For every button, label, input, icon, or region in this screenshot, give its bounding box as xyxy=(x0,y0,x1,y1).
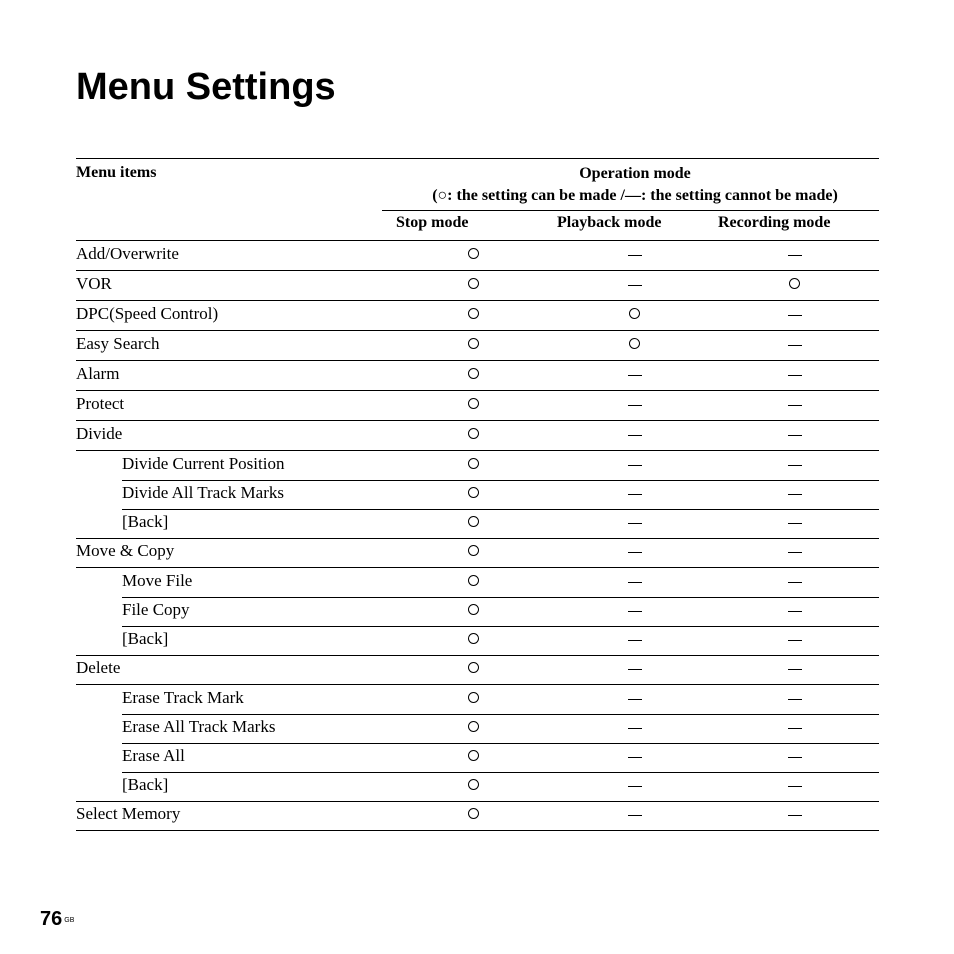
stop-mode-cell xyxy=(454,421,494,450)
stop-mode-cell xyxy=(454,391,494,420)
recording-mode-cell xyxy=(775,743,815,772)
recording-mode-cell xyxy=(775,331,815,360)
dash-icon xyxy=(628,611,642,612)
menu-item-label: Erase Track Mark xyxy=(122,688,244,707)
table-row xyxy=(76,361,879,391)
table-row xyxy=(76,480,879,509)
dash-icon xyxy=(628,757,642,758)
playback-mode-cell xyxy=(615,655,655,684)
dash-icon xyxy=(628,815,642,816)
circle-icon xyxy=(629,308,640,319)
stop-mode-cell xyxy=(454,568,494,597)
dash-icon xyxy=(788,552,802,553)
circle-icon xyxy=(789,278,800,289)
circle-icon xyxy=(629,338,640,349)
stop-mode-cell xyxy=(454,301,494,330)
dash-icon xyxy=(788,815,802,816)
menu-item-label: File Copy xyxy=(122,600,190,619)
circle-icon xyxy=(468,604,479,615)
table-row xyxy=(76,391,879,421)
playback-mode-cell xyxy=(615,538,655,567)
dash-icon xyxy=(628,699,642,700)
playback-mode-cell xyxy=(615,480,655,509)
dash-icon xyxy=(788,435,802,436)
circle-icon xyxy=(468,278,479,289)
menu-item-label: Alarm xyxy=(76,364,120,383)
dash-icon xyxy=(628,728,642,729)
circle-icon xyxy=(468,516,479,527)
recording-mode-cell xyxy=(775,391,815,420)
table-row xyxy=(76,801,879,831)
table-row xyxy=(76,451,879,480)
header-recording-mode: Recording mode xyxy=(718,214,831,231)
page-number-suffix: GB xyxy=(64,917,75,924)
menu-item-label: [Back] xyxy=(122,775,169,794)
circle-icon xyxy=(468,721,479,732)
table-row xyxy=(76,655,879,685)
dash-icon xyxy=(628,465,642,466)
dash-icon xyxy=(788,255,802,256)
dash-icon xyxy=(628,552,642,553)
recording-mode-cell xyxy=(775,451,815,480)
stop-mode-cell xyxy=(454,241,494,270)
stop-mode-cell xyxy=(454,480,494,509)
menu-item-label: DPC(Speed Control) xyxy=(76,304,219,323)
stop-mode-cell xyxy=(454,801,494,830)
circle-icon xyxy=(468,487,479,498)
table-row xyxy=(76,743,879,772)
menu-item-label: Delete xyxy=(76,658,121,677)
dash-icon xyxy=(628,405,642,406)
menu-item-label: Divide Current Position xyxy=(122,454,285,473)
recording-mode-cell xyxy=(775,597,815,626)
recording-mode-cell xyxy=(775,241,815,270)
table-row xyxy=(76,772,879,801)
table-row xyxy=(76,685,879,714)
stop-mode-cell xyxy=(454,361,494,390)
dash-icon xyxy=(788,315,802,316)
circle-icon xyxy=(468,428,479,439)
stop-mode-cell xyxy=(454,772,494,801)
recording-mode-cell xyxy=(775,361,815,390)
table-row xyxy=(76,538,879,568)
dash-icon xyxy=(788,611,802,612)
recording-mode-cell xyxy=(775,301,815,330)
page-title: Menu Settings xyxy=(76,66,336,108)
playback-mode-cell xyxy=(615,451,655,480)
table-header xyxy=(76,159,879,241)
dash-icon xyxy=(788,523,802,524)
dash-icon xyxy=(788,345,802,346)
dash-icon xyxy=(628,582,642,583)
playback-mode-cell xyxy=(615,391,655,420)
playback-mode-cell xyxy=(615,685,655,714)
menu-item-label: VOR xyxy=(76,274,112,293)
playback-mode-cell xyxy=(615,361,655,390)
playback-mode-cell xyxy=(615,421,655,450)
menu-item-label: Easy Search xyxy=(76,334,160,353)
operation-mode-title: Operation mode xyxy=(579,165,691,182)
menu-item-label: Erase All xyxy=(122,746,185,765)
dash-icon xyxy=(788,699,802,700)
table-row xyxy=(76,714,879,743)
recording-mode-cell xyxy=(775,685,815,714)
menu-item-label: [Back] xyxy=(122,629,169,648)
page-number-value: 76 xyxy=(40,908,63,930)
playback-mode-cell xyxy=(615,801,655,830)
header-sub-rule xyxy=(382,210,879,211)
playback-mode-cell xyxy=(615,743,655,772)
circle-icon xyxy=(468,338,479,349)
circle-icon xyxy=(468,633,479,644)
table-row xyxy=(76,241,879,271)
circle-icon xyxy=(468,662,479,673)
dash-icon xyxy=(788,728,802,729)
table-row xyxy=(76,626,879,655)
circle-icon xyxy=(468,545,479,556)
playback-mode-cell xyxy=(615,568,655,597)
table-body xyxy=(76,241,879,831)
recording-mode-cell xyxy=(775,714,815,743)
header-operation-mode xyxy=(376,163,894,207)
menu-item-label: Erase All Track Marks xyxy=(122,717,276,736)
menu-item-label: Move & Copy xyxy=(76,541,175,560)
stop-mode-cell xyxy=(454,509,494,538)
circle-icon xyxy=(468,692,479,703)
dash-icon xyxy=(788,405,802,406)
playback-mode-cell xyxy=(615,626,655,655)
playback-mode-cell xyxy=(615,271,655,300)
circle-icon xyxy=(468,368,479,379)
recording-mode-cell xyxy=(775,626,815,655)
stop-mode-cell xyxy=(454,331,494,360)
stop-mode-cell xyxy=(454,714,494,743)
table-row xyxy=(76,421,879,451)
dash-icon xyxy=(628,523,642,524)
stop-mode-cell xyxy=(454,597,494,626)
dash-icon xyxy=(628,435,642,436)
dash-icon xyxy=(788,640,802,641)
table-row xyxy=(76,271,879,301)
dash-icon xyxy=(628,786,642,787)
recording-mode-cell xyxy=(775,480,815,509)
dash-icon xyxy=(788,375,802,376)
stop-mode-cell xyxy=(454,655,494,684)
dash-icon xyxy=(788,582,802,583)
recording-mode-cell xyxy=(775,538,815,567)
dash-icon xyxy=(628,285,642,286)
playback-mode-cell xyxy=(615,714,655,743)
circle-icon xyxy=(468,248,479,259)
table-row xyxy=(76,597,879,626)
table-row xyxy=(76,331,879,361)
playback-mode-cell xyxy=(615,772,655,801)
circle-icon xyxy=(468,458,479,469)
recording-mode-cell xyxy=(775,509,815,538)
header-menu-items: Menu items xyxy=(76,164,157,181)
menu-item-label: [Back] xyxy=(122,512,169,531)
menu-item-label: Select Memory xyxy=(76,804,181,823)
menu-item-label: Divide xyxy=(76,424,123,443)
page-number xyxy=(40,908,74,930)
menu-item-label: Add/Overwrite xyxy=(76,244,179,263)
playback-mode-cell xyxy=(615,301,655,330)
table-row xyxy=(76,568,879,597)
circle-icon xyxy=(468,779,479,790)
circle-icon xyxy=(468,808,479,819)
recording-mode-cell xyxy=(775,772,815,801)
menu-item-label: Move File xyxy=(122,571,193,590)
circle-icon xyxy=(468,308,479,319)
recording-mode-cell xyxy=(775,655,815,684)
dash-icon xyxy=(628,375,642,376)
playback-mode-cell xyxy=(615,241,655,270)
table-row xyxy=(76,301,879,331)
dash-icon xyxy=(788,494,802,495)
dash-icon xyxy=(788,757,802,758)
header-stop-mode: Stop mode xyxy=(396,214,469,231)
stop-mode-cell xyxy=(454,626,494,655)
dash-icon xyxy=(788,465,802,466)
recording-mode-cell xyxy=(775,568,815,597)
menu-item-label: Divide All Track Marks xyxy=(122,483,284,502)
dash-icon xyxy=(628,640,642,641)
dash-icon xyxy=(788,669,802,670)
stop-mode-cell xyxy=(454,271,494,300)
stop-mode-cell xyxy=(454,451,494,480)
playback-mode-cell xyxy=(615,331,655,360)
dash-icon xyxy=(628,669,642,670)
stop-mode-cell xyxy=(454,685,494,714)
dash-icon xyxy=(628,494,642,495)
recording-mode-cell xyxy=(775,801,815,830)
menu-item-label: Protect xyxy=(76,394,125,413)
playback-mode-cell xyxy=(615,597,655,626)
dash-icon xyxy=(628,255,642,256)
recording-mode-cell xyxy=(775,421,815,450)
dash-icon xyxy=(788,786,802,787)
playback-mode-cell xyxy=(615,509,655,538)
operation-mode-legend: (○: the setting can be made /—: the setting cannot be made) xyxy=(432,187,838,204)
header-playback-mode: Playback mode xyxy=(557,214,662,231)
stop-mode-cell xyxy=(454,538,494,567)
stop-mode-cell xyxy=(454,743,494,772)
circle-icon xyxy=(468,575,479,586)
table-row xyxy=(76,509,879,538)
circle-icon xyxy=(468,750,479,761)
recording-mode-cell xyxy=(775,271,815,300)
circle-icon xyxy=(468,398,479,409)
